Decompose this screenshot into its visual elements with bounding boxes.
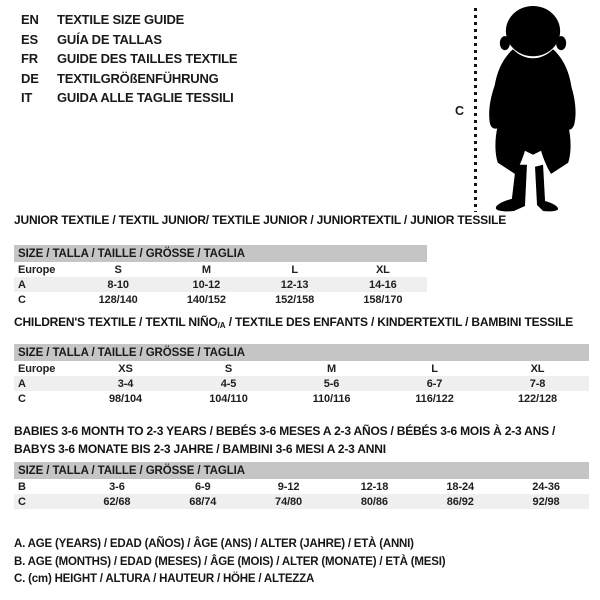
size-cell: L: [291, 263, 298, 276]
height-cell: 152/158: [275, 293, 315, 306]
size-cell: M: [201, 263, 211, 276]
height-measure-label: C: [455, 104, 465, 118]
row-label: Europe: [18, 362, 56, 375]
table-row: [14, 361, 589, 376]
height-cell: 158/170: [363, 293, 403, 306]
height-cell: 98/104: [108, 392, 143, 405]
babies-size-table: [14, 462, 589, 509]
babies-title-line1: BABIES 3-6 MONTH TO 2-3 YEARS / BEBÉS 3-6 MESES A 2-3 AÑOS / BÉBÉS 3-6 MOIS À 2-3 ANS /: [14, 424, 556, 438]
size-header-row: [14, 245, 427, 262]
height-cell: 116/122: [415, 392, 454, 405]
note-age-years: A. AGE (YEARS) / EDAD (AÑOS) / ÂGE (ANS) / ALTER (JAHRE) / ETÀ (ANNI): [14, 538, 414, 550]
table-row: [14, 391, 589, 406]
height-cell: 62/68: [74, 494, 160, 509]
row-label: Europe: [18, 263, 56, 276]
age-cell: 7-8: [486, 376, 589, 391]
children-table-title: [14, 315, 573, 330]
age-cell: 8-10: [74, 277, 162, 292]
children-size-table: [14, 344, 589, 406]
title-part: CHILDREN'S TEXTILE / TEXTIL NIÑO: [14, 315, 218, 329]
age-cell: 12-18: [360, 480, 389, 493]
language-title: GUÍA DE TALLAS: [57, 31, 162, 47]
age-cell: 24-36: [532, 480, 560, 493]
junior-size-table: [14, 245, 427, 307]
row-label: C: [18, 392, 26, 405]
size-cell: S: [114, 263, 122, 276]
note-height-cm: C. (cm) HEIGHT / ALTURA / HAUTEUR / HÖHE / ALTEZZA: [14, 573, 315, 585]
age-cell: 18-24: [446, 480, 475, 493]
title-subscript: /A: [217, 321, 226, 330]
height-cell: 140/152: [186, 293, 226, 306]
table-row: [14, 262, 427, 277]
height-cell: 74/80: [246, 494, 332, 509]
language-code: FR: [21, 51, 38, 66]
age-cell: 9-12: [277, 480, 300, 493]
height-cell: 110/116: [312, 392, 351, 405]
language-row: [21, 10, 237, 30]
row-label: B: [18, 480, 26, 493]
age-cell: 4-5: [177, 376, 280, 391]
size-cell: XS: [118, 362, 133, 375]
age-cell: 6-7: [383, 376, 486, 391]
babies-table-title: [14, 423, 555, 458]
height-cell: 128/140: [98, 293, 138, 306]
size-header-label: SIZE / TALLA / TAILLE / GRÖSSE / TAGLIA: [14, 245, 427, 262]
size-header-row: [14, 462, 589, 479]
size-header-label: SIZE / TALLA / TAILLE / GRÖSSE / TAGLIA: [14, 462, 589, 479]
language-code: EN: [21, 12, 39, 27]
table-row: [14, 479, 589, 494]
size-header-label: SIZE / TALLA / TAILLE / GRÖSSE / TAGLIA: [14, 344, 589, 361]
language-title-list: [21, 10, 237, 108]
row-label: C: [14, 494, 74, 509]
babies-title-line2: BABYS 3-6 MONATE BIS 2-3 JAHRE / BAMBINI 3-6 MESI A 2-3 ANNI: [14, 441, 386, 456]
baby-silhouette-icon: [487, 6, 579, 212]
language-row: [21, 49, 237, 69]
size-header-row: [14, 344, 589, 361]
age-cell: 6-9: [194, 480, 211, 493]
size-cell: L: [431, 362, 438, 375]
height-cell: 104/110: [209, 392, 248, 405]
height-cell: 68/74: [160, 494, 246, 509]
language-row: [21, 30, 237, 50]
table-row: [14, 494, 589, 509]
language-title: GUIDE DES TAILLES TEXTILE: [57, 51, 238, 66]
language-row: [21, 88, 237, 108]
size-cell: XL: [530, 362, 545, 375]
language-title: TEXTILE SIZE GUIDE: [57, 12, 185, 27]
row-label: C: [18, 293, 26, 306]
age-cell: 3-6: [109, 480, 125, 493]
language-code: DE: [21, 70, 39, 86]
language-code: ES: [21, 31, 38, 47]
height-cell: 122/128: [517, 392, 558, 405]
height-cell: 86/92: [417, 494, 503, 509]
table-row: [14, 376, 589, 391]
note-age-months: B. AGE (MONTHS) / EDAD (MESES) / ÂGE (MOIS) / ALTER (MONATE) / ETÀ (MESI): [14, 555, 446, 568]
age-cell: 10-12: [162, 277, 250, 292]
age-cell: 14-16: [339, 277, 427, 292]
size-cell: XL: [375, 263, 390, 276]
age-cell: 12-13: [251, 277, 339, 292]
junior-table-title: JUNIOR TEXTILE / TEXTIL JUNIOR/ TEXTILE JUNIOR / JUNIORTEXTIL / JUNIOR TESSILE: [14, 213, 507, 227]
table-row: [14, 292, 427, 307]
language-title: GUIDA ALLE TAGLIE TESSILI: [57, 90, 234, 105]
age-cell: 3-4: [74, 376, 177, 391]
size-cell: M: [326, 362, 337, 375]
language-row: [21, 69, 237, 89]
height-cell: 80/86: [331, 494, 417, 509]
row-label: A: [14, 277, 74, 292]
age-cell: 5-6: [280, 376, 383, 391]
language-title: TEXTILGRÖßENFÜHRUNG: [57, 70, 219, 86]
language-code: IT: [21, 90, 33, 105]
row-label: A: [14, 376, 74, 391]
size-cell: S: [224, 362, 233, 375]
legend-notes: [14, 536, 445, 589]
table-row: [14, 277, 427, 292]
title-part: / TEXTILE DES ENFANTS / KINDERTEXTIL / BAMBINI TESSILE: [225, 315, 574, 329]
height-cell: 92/98: [503, 494, 589, 509]
height-dotted-line: [474, 8, 477, 212]
